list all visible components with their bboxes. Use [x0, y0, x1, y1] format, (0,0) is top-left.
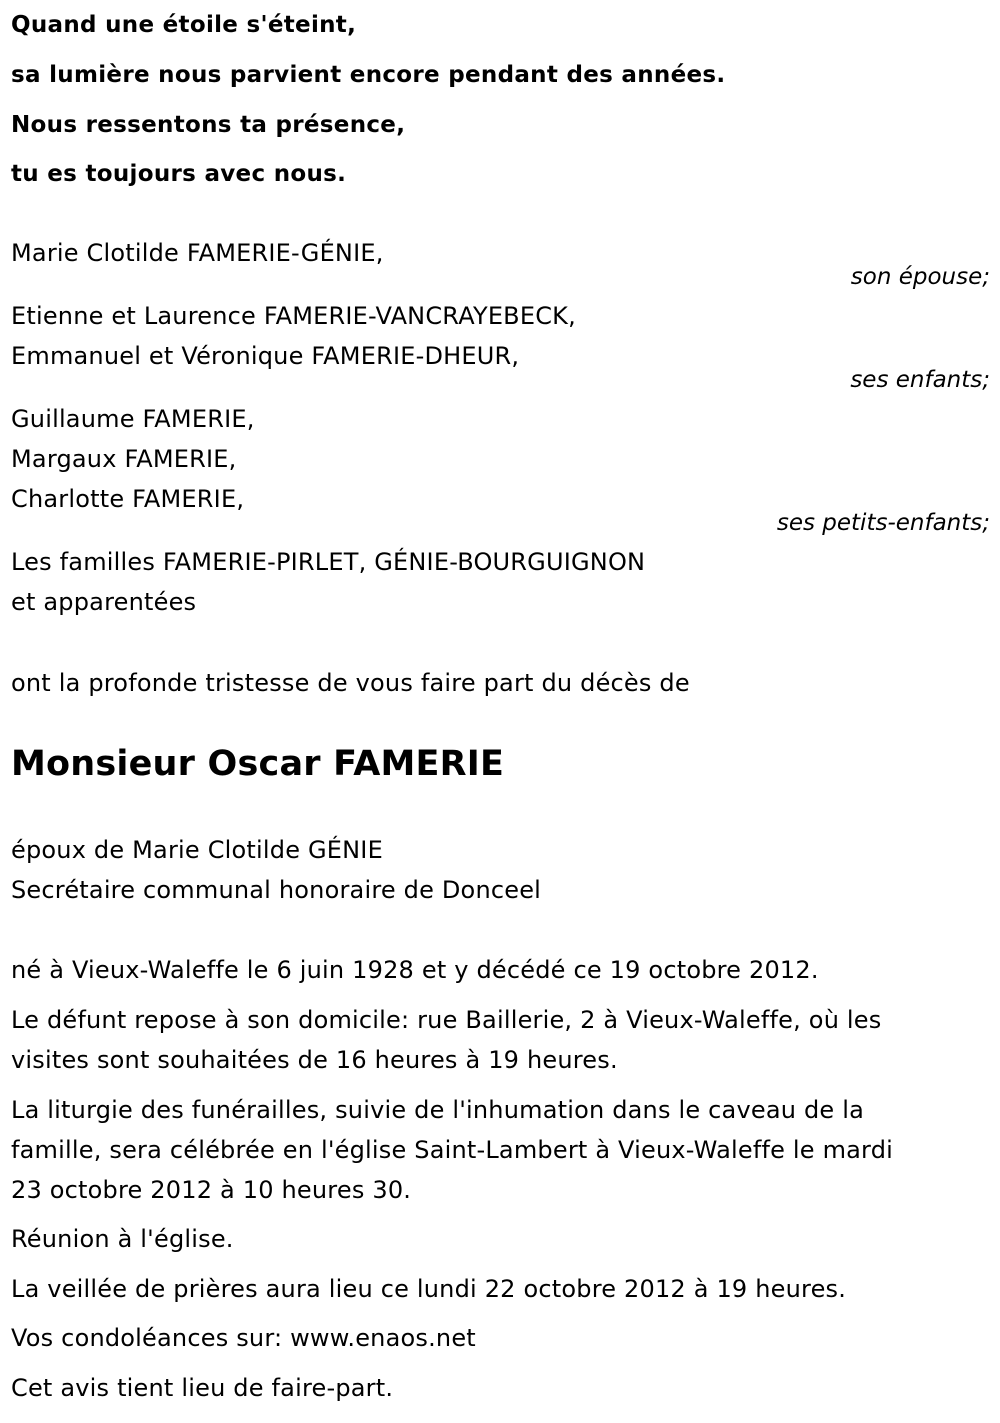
grandchildren-relation: ses petits-enfants; — [776, 510, 990, 536]
families-line: et apparentées — [11, 588, 197, 616]
condolences-link[interactable]: Vos condoléances sur: www.enaos.net — [11, 1324, 476, 1352]
deceased-name: Monsieur Oscar FAMERIE — [11, 744, 505, 784]
body-line: La veillée de prières aura lieu ce lundi 22 octobre 2012 à 19 heures. — [11, 1275, 847, 1303]
deceased-detail: Secrétaire communal honoraire de Donceel — [11, 876, 542, 904]
body-line: né à Vieux-Waleffe le 6 juin 1928 et y décédé ce 19 octobre 2012. — [11, 956, 819, 984]
poem-line: tu es toujours avec nous. — [11, 161, 347, 187]
children-relation: ses enfants; — [850, 367, 990, 393]
body-line: La liturgie des funérailles, suivie de l'inhumation dans le caveau de la — [11, 1096, 864, 1124]
child-name: Etienne et Laurence FAMERIE-VANCRAYEBECK, — [11, 302, 576, 330]
families-line: Les familles FAMERIE-PIRLET, GÉNIE-BOURGUIGNON — [11, 548, 646, 576]
body-line: visites sont souhaitées de 16 heures à 19 heures. — [11, 1046, 618, 1074]
grandchild-name: Guillaume FAMERIE, — [11, 405, 255, 433]
deceased-detail: époux de Marie Clotilde GÉNIE — [11, 836, 383, 864]
announcement-text: ont la profonde tristesse de vous faire part du décès de — [11, 669, 690, 697]
body-line: 23 octobre 2012 à 10 heures 30. — [11, 1176, 412, 1204]
body-line: Le défunt repose à son domicile: rue Baillerie, 2 à Vieux-Waleffe, où les — [11, 1006, 882, 1034]
spouse-name: Marie Clotilde FAMERIE-GÉNIE, — [11, 239, 384, 267]
grandchild-name: Charlotte FAMERIE, — [11, 485, 245, 513]
body-line: famille, sera célébrée en l'église Saint-Lambert à Vieux-Waleffe le mardi — [11, 1136, 894, 1164]
grandchild-name: Margaux FAMERIE, — [11, 445, 237, 473]
child-name: Emmanuel et Véronique FAMERIE-DHEUR, — [11, 342, 520, 370]
poem-line: sa lumière nous parvient encore pendant des années. — [11, 62, 726, 88]
body-line: Cet avis tient lieu de faire-part. — [11, 1374, 394, 1402]
spouse-relation: son épouse; — [850, 264, 990, 290]
poem-line: Quand une étoile s'éteint, — [11, 12, 357, 38]
body-line: Réunion à l'église. — [11, 1225, 234, 1253]
poem-line: Nous ressentons ta présence, — [11, 112, 406, 138]
